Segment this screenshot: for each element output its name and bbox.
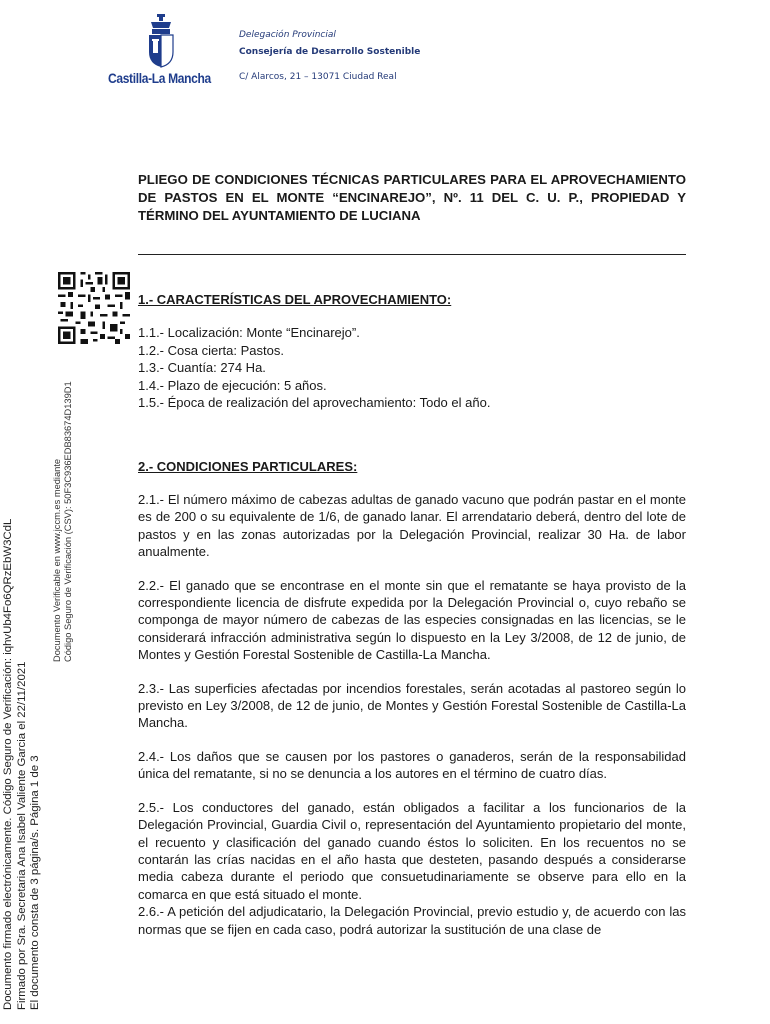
paragraph-2-4: 2.4.- Los daños que se causen por los pastores o ganaderos, serán de la responsabilidad única del rematante, si no se denuncia a los autores en el término de cuatro días. — [138, 748, 686, 782]
header-address: C/ Alarcos, 21 – 13071 Ciudad Real — [239, 72, 397, 82]
csv-line-2: Código Seguro de Verificación (CSV): 50F3C936EDB83674D139D1 — [63, 381, 73, 662]
signature-note — [2, 519, 43, 1010]
paragraph-2-3: 2.3.- Las superficies afectadas por incendios forestales, serán acotadas al pastoreo según lo previsto en Ley 3/2008, de 12 de junio, de Montes y Gestión Forestal Sostenible de Castilla-La Mancha. — [138, 680, 686, 731]
header-ministry: Consejería de Desarrollo Sostenible — [239, 47, 421, 57]
section-2-heading: 2.- CONDICIONES PARTICULARES: — [138, 459, 358, 474]
section-1-heading: 1.- CARACTERÍSTICAS DEL APROVECHAMIENTO: — [138, 292, 452, 307]
paragraph-2-5: 2.5.- Los conductores del ganado, están obligados a facilitar a los funcionarios de la Delegación Provincial, Guardia Civil o, representación del Ayuntamiento propietario del monte, el recuento y clasificación del ganado cuando éstos lo soliciten. En los recuentos no se contarán las crías nacidas en el año hasta que desteten, pasando después a considerarse media cabeza durante el periodo que consuetudinariamente se observe para ello en la comarca en que está situado el monte. — [138, 799, 686, 902]
list-item: 1.1.- Localización: Monte “Encinarejo”. — [138, 325, 360, 340]
signature-line-2: Firmado por Sra. Secretaria Ana Isabel Valiente Garcia el 22/11/2021 — [15, 661, 28, 1010]
document-title: PLIEGO DE CONDICIONES TÉCNICAS PARTICULARES PARA EL APROVECHAMIENTO DE PASTOS EN EL MONTE “ENCINAREJO”, Nº. 11 DEL C. U. P., PROPIEDAD Y TÉRMINO DEL AYUNTAMIENTO DE LUCIANA — [138, 172, 686, 223]
qr-code-icon — [58, 272, 130, 344]
coat-of-arms-icon — [146, 14, 176, 68]
section-2-body — [138, 491, 686, 938]
logo-text: Castilla-La Mancha — [108, 70, 211, 86]
csv-verification-note — [52, 381, 74, 662]
csv-line-1: Documento Verificable en www.jccm.es mediante — [52, 458, 62, 662]
list-item: 1.5.- Época de realización del aprovechamiento: Todo el año. — [138, 395, 491, 411]
signature-line-1: Documento firmado electrónicamente. Código Seguro de Verificación: iqhvUb4Fo6QRzEbW3CdL — [2, 518, 14, 1010]
signature-line-3: El documento consta de 3 página/s. Página 1 de 3 — [29, 755, 41, 1010]
castilla-la-mancha-logo — [104, 14, 220, 90]
paragraph-2-2: 2.2.- El ganado que se encontrase en el monte sin que el rematante se haya provisto de la correspondiente licencia de disfrute expedida por la Delegación Provincial o, cuyo rebaño se componga de mayor número de cabezas de las especies consignadas en las licencias, se le considerará infracción administrativa según lo dispuesto en la Ley 3/2008, de 12 de junio, de Montes y Gestión Forestal Sostenible de Castilla-La Mancha. — [138, 577, 686, 663]
header-delegation: Delegación Provincial — [239, 30, 336, 40]
list-item: 1.2.- Cosa cierta: Pastos. — [138, 342, 284, 358]
list-item: 1.3.- Cuantía: 274 Ha. — [138, 360, 266, 376]
list-item: 1.4.- Plazo de ejecución: 5 años. — [138, 377, 327, 393]
section-1-list — [138, 324, 686, 412]
title-divider — [138, 254, 686, 255]
paragraph-2-6: 2.6.- A petición del adjudicatario, la Delegación Provincial, previo estudio y, de acuerdo con las normas que se fijen en cada caso, podrá autorizar la sustitución de una clase de — [138, 904, 686, 937]
paragraph-2-1: 2.1.- El número máximo de cabezas adultas de ganado vacuno que podrán pastar en el monte es de 200 o su equivalente de 1/6, de ganado lanar. El arrendatario deberá, dentro del lote de pastos y en las zonas autorizadas por la Delegación Provincial, realizar 30 Ha. de labor anualmente. — [138, 492, 686, 560]
